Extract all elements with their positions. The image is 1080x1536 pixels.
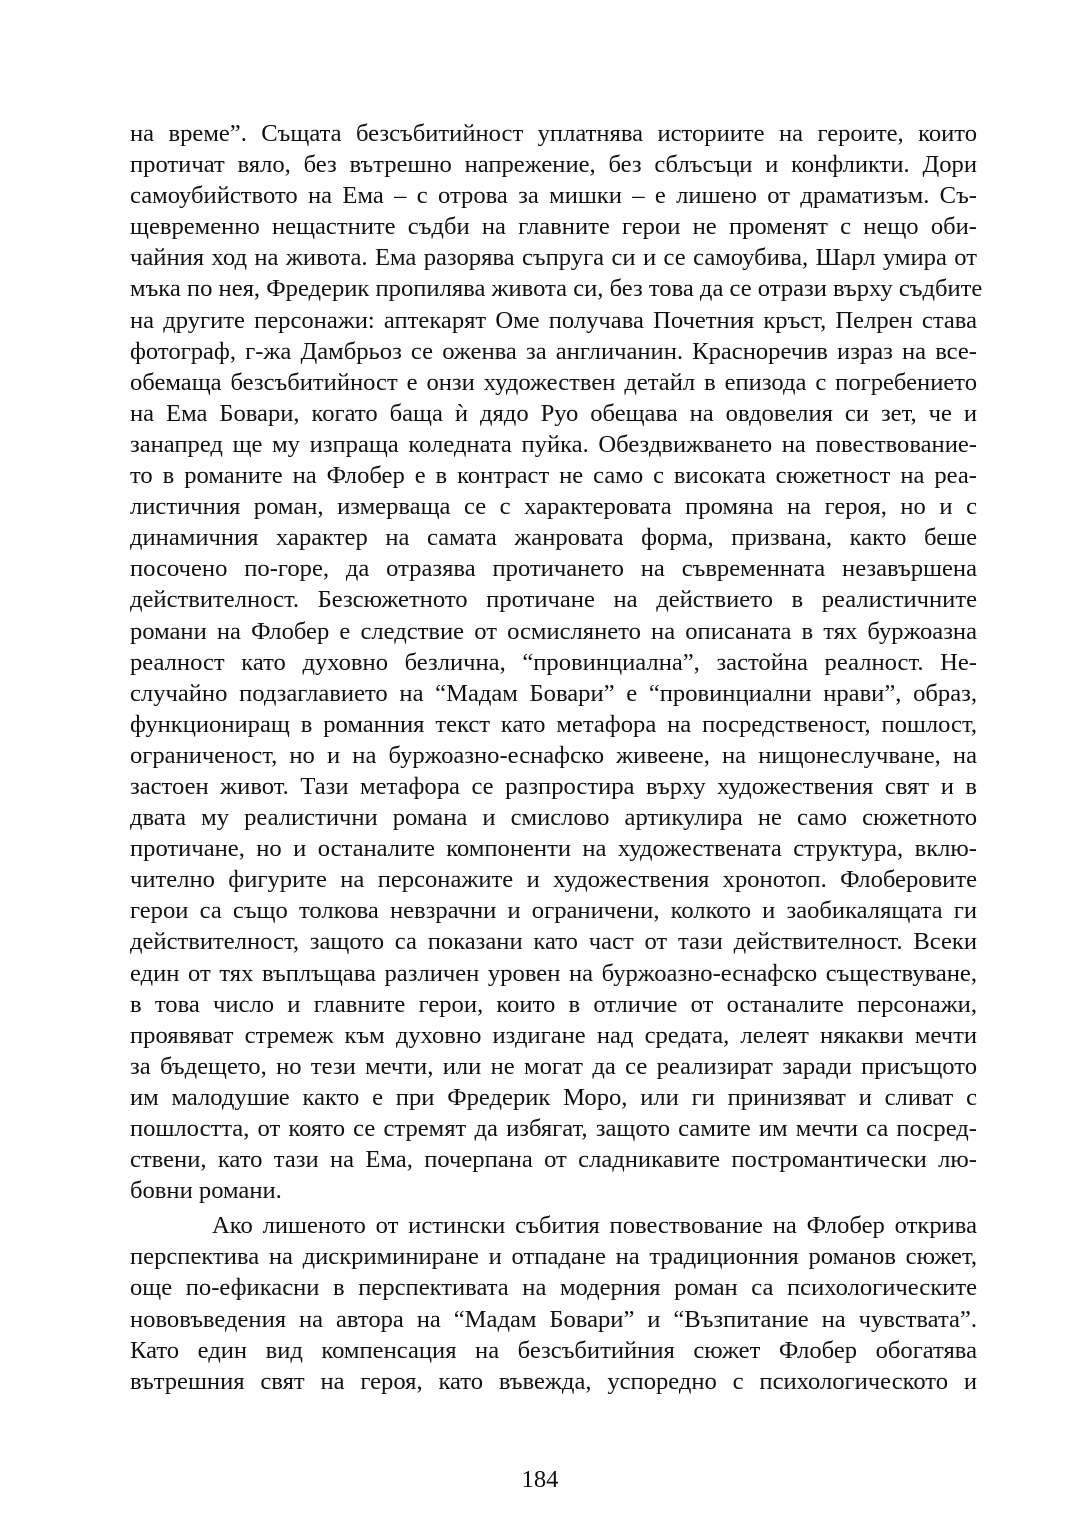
text-line: посочено по-горе, да отразява протичането на съвременната незавършена [130,555,977,583]
page-number: 184 [521,1466,559,1493]
text-line: двата му реалистични романа и смислово артикулира не само сюжетното [130,804,977,832]
text-line: щевременно нещастните съдби на главните герои не променят с нещо оби- [130,213,977,241]
text-line: на другите персонажи: аптекарят Оме получава Почетния кръст, Пелрен става [130,306,977,334]
text-line: бовни романи. [130,1177,282,1205]
text-line: чайния ход на живота. Ема разорява съпруга си и се самоубива, Шарл умира от [130,244,977,272]
text-line: Като един вид компенсация на безсъбитийния сюжет Флобер обогатява [130,1336,977,1364]
text-line: ствени, като тази на Ема, почерпана от сладникавите постромантически лю- [130,1146,977,1174]
text-line: на Ема Бовари, когато баща ѝ дядо Руо обещава на овдовелия си зет, че и [130,399,977,427]
text-line: Ако лишеното от истински събития повествование на Флобер открива [212,1212,977,1240]
text-line: романи на Флобер е следствие от осмислянето на описаната в тях буржоазна [130,617,977,645]
text-line: нововъведения на автора на “Мадам Бовари” и “Възпитание на чувствата”. [130,1305,977,1333]
text-line: в това число и главните герои, които в отличие от останалите персонажи, [130,990,977,1018]
paragraph [130,1210,977,1397]
text-line: един от тях въплъщава различен уровен на буржоазно-еснафско съществуване, [130,959,977,987]
text-line: протичане, но и останалите компоненти на художествената структура, вклю- [130,835,977,863]
text-line: пошлостта, от която се стремят да избягат, защото самите им мечти са посред- [130,1115,977,1142]
text-line: застоен живот. Тази метафора се разпростира върху художествения свят и в [130,772,977,800]
text-line: протичат вяло, без вътрешно напрежение, без сблъсъци и конфликти. Дори [130,151,977,179]
text-line: действителност. Безсюжетното протичане на действието в реалистичните [130,586,977,614]
text-line: фотограф, г-жа Дамбрьоз се оженва за англичанин. Красноречив израз на все- [130,337,977,365]
text-line: самоубийството на Ема – с отрова за мишки – е лишено от драматизъм. Съ- [130,182,977,210]
text-line: мъка по нея, Фредерик пропилява живота си, без това да се отрази върху съдбите [130,275,983,303]
page-body-text [130,118,983,1397]
text-line: функциониращ в романния текст като метафора на посредственост, пошлост, [130,710,977,738]
text-line: им малодушие както е при Фредерик Моро, или ги принизяват и сливат с [130,1083,977,1111]
text-line: перспектива на дискриминиране и отпадане на традиционния романов сюжет, [130,1243,977,1271]
text-line: листичния роман, измерваща се с характеровата промяна на героя, но и с [130,493,977,521]
text-line: ограниченост, но и на буржоазно-еснафско живеене, на нищонеслучване, на [130,741,977,769]
text-line: динамичния характер на самата жанровата форма, призвана, както беше [130,524,977,552]
text-line: обемаща безсъбитийност е онзи художествен детайл в епизода с погребението [130,368,977,396]
text-line: още по-ефикасни в перспективата на модерния роман са психологическите [130,1274,977,1302]
text-line: реалност като духовно безлична, “провинциална”, застойна реалност. Не- [130,648,977,676]
text-line: проявяват стремеж към духовно издигане над средата, лелеят някакви мечти [130,1021,977,1049]
text-line: вътрешния свят на героя, като въвежда, успоредно с психологическото и [130,1367,977,1395]
text-line: на време”. Същата безсъбитийност уплатнява историите на героите, които [130,120,977,147]
text-line: действителност, защото са показани като част от тази действителност. Всеки [130,928,977,956]
paragraph [130,118,983,1206]
text-line: то в романите на Флобер е в контраст не само с високата сюжетност на реа- [130,462,977,490]
text-line: чително фигурите на персонажите и художествения хронотоп. Флоберовите [130,866,977,894]
text-line: герои са също толкова невзрачни и ограничени, колкото и заобикалящата ги [130,897,977,925]
text-line: за бъдещето, но тези мечти, или не могат да се реализират заради присъщото [130,1052,977,1080]
text-line: случайно подзаглавието на “Мадам Бовари” е “провинциални нрави”, образ, [130,679,977,707]
text-line: занапред ще му изпраща коледната пуйка. Обездвижването на повествование- [130,430,977,458]
